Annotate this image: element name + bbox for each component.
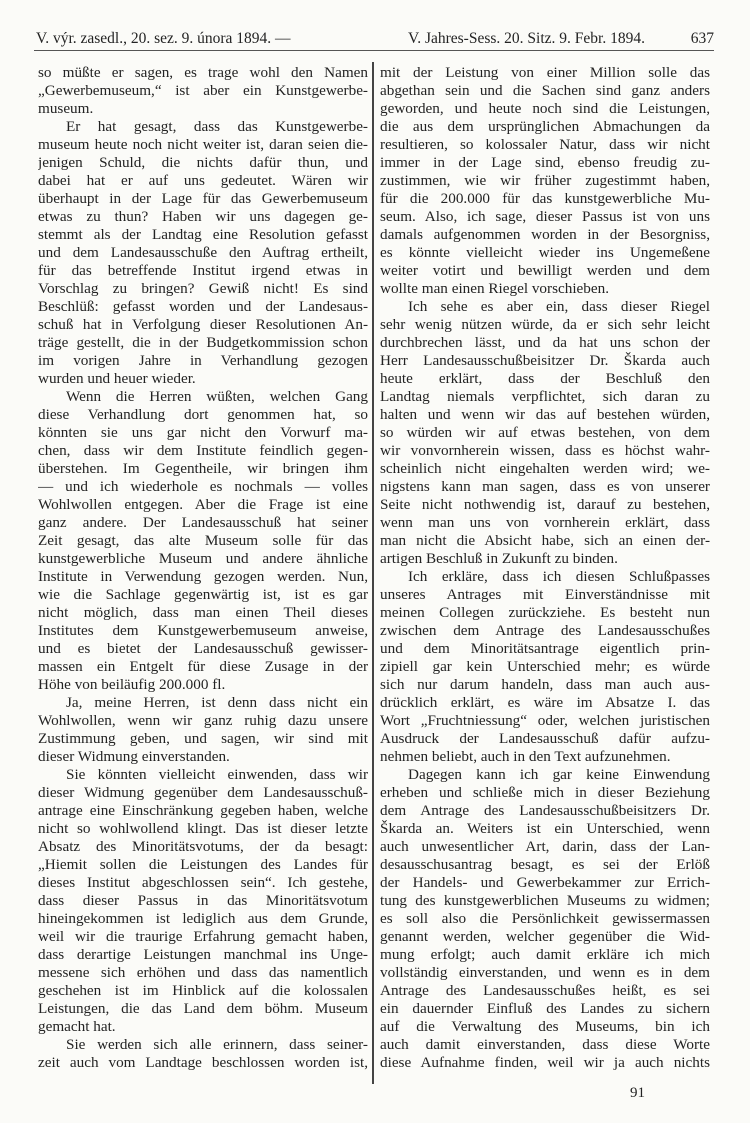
text-line: Wohlwollen, wenn wir ganz ruhig dazu unsere	[38, 712, 368, 729]
text-line: nehmen beliebt, auch in den Text aufzunehmen.	[380, 748, 671, 765]
text-line: zipiell gar kein Unterschied mehr; es würde	[380, 658, 710, 675]
text-line: mung erfolgt; auch damit erkläre ich mich	[380, 946, 710, 963]
text-line: Institutes dem Kunstgewerbemuseum anweise,	[38, 622, 368, 639]
text-line: Leistungen, die das Land dem böhm. Museum	[38, 1000, 368, 1017]
text-line: zwischen dem Antrage des Landesausschußes	[380, 622, 710, 639]
text-line: Škarda an. Weiters ist ein Unterschied, wenn	[380, 820, 710, 837]
text-line: Absatz des Minoritätsvotums, der da besagt:	[38, 838, 368, 855]
text-line: „Gewerbemuseum,“ ist aber ein Kunstgewerbe-	[38, 82, 368, 99]
text-line: im vorigen Jahre in Verhandlung gezogen	[38, 352, 368, 369]
paragraph	[380, 64, 710, 298]
text-line: so würden wir auf etwas bestehen, von dem	[380, 424, 710, 441]
text-line: Er hat gesagt, dass das Kunstgewerbe-	[66, 118, 368, 135]
text-line: auch damit einverstanden, dass diese Worte	[380, 1036, 710, 1053]
text-line: Höhe von beiläufig 200.000 fl.	[38, 676, 226, 693]
text-line: überhaupt in der Lage für das Gewerbemuseum	[38, 190, 368, 207]
text-line: mit der Leistung von einer Million solle das	[380, 64, 710, 81]
text-line: nicht möglich, dass man einen Theil dieses	[38, 604, 368, 621]
text-line: wurden und heuer wieder.	[38, 370, 196, 387]
text-line: Herr Landesausschußbeisitzer Dr. Škarda auch	[380, 352, 710, 369]
text-line: meinen Collegen zurückziehe. Es besteht nun	[380, 604, 710, 621]
text-line: ein dauernder Einfluß des Landes zu sichern	[380, 1000, 710, 1017]
text-line: auch unwesentlicher Art, darin, dass der Lan-	[380, 838, 710, 855]
text-line: weil wir die traurige Erfahrung gemacht haben,	[38, 928, 368, 945]
paragraph	[38, 1036, 368, 1072]
text-line: dieser Widmung gegenüber dem Landesausschuß-	[38, 784, 368, 801]
text-line: jenigen Schuld, die nichts dafür thun, und	[38, 154, 368, 171]
text-line: und dem Landesausschuße den Auftrag ertheilt,	[38, 244, 368, 261]
text-line: heute erklärt, dass der Beschluß den	[380, 370, 710, 387]
text-line: halten und wenn wir das auf bestehen würden,	[380, 406, 710, 423]
text-line: messene sich erhöhen und dass das namentlich	[38, 964, 368, 981]
text-line: Beschlüß: gefasst worden und der Landesaus-	[38, 298, 368, 315]
text-line: drücklich erklärt, es wäre im Absatze I. das	[380, 694, 710, 711]
text-line: der Handels- und Gewerbekammer zur Errich-	[380, 874, 710, 891]
paragraph	[38, 118, 368, 388]
text-line: museum.	[38, 100, 94, 117]
text-line: Ja, meine Herren, ist denn dass nicht ein	[66, 694, 368, 711]
text-line: hineingekommen ist lediglich aus dem Grunde,	[38, 910, 368, 927]
text-line: man nicht die Absicht habe, sich an einen der-	[380, 532, 710, 549]
text-line: geworden, und heute noch sind die Leistungen,	[380, 100, 710, 117]
text-line: es könnte vielleicht wieder ins Ungemeßene	[380, 244, 710, 261]
text-line: antrage eine Einschränkung gegeben haben, welche	[38, 802, 368, 819]
text-line: dieser Widmung einverstanden.	[38, 748, 230, 765]
paragraph	[38, 388, 368, 694]
text-line: Dagegen kann ich gar keine Einwendung	[408, 766, 710, 783]
text-line: so müßte er sagen, es trage wohl den Namen	[38, 64, 368, 81]
text-line: unseres Antrages mit Einverständnisse mit	[380, 586, 710, 603]
text-line: dass derartige Leistungen manchmal ins Unge-	[38, 946, 368, 963]
text-line: museum heute noch nicht weiter ist, daran seien die-	[38, 136, 368, 153]
paragraph	[380, 766, 710, 1072]
text-line: geschehen ist im Hinblick auf die kolossalen	[38, 982, 368, 999]
text-line: auf die Verwaltung des Museums, bin ich	[380, 1018, 710, 1035]
text-line: dass dieser Passus in das Minoritätsvotum	[38, 892, 368, 909]
text-line: überstehen. Im Gegentheile, wir bringen ihm	[38, 460, 368, 477]
text-line: und es bietet der Landesausschuß gewisser-	[38, 640, 368, 657]
text-line: wollte man einen Riegel vorschieben.	[380, 280, 610, 297]
text-line: Vorschlag zu bringen? Gewiß nicht! Es sind	[38, 280, 368, 297]
text-line: könnten sie uns gar nicht den Vorwurf ma-	[38, 424, 368, 441]
text-line: desausschusantrag besagt, es sei der Erlöß	[380, 856, 710, 873]
text-line: kunstgewerbliche Museum und andere ähnliche	[38, 550, 368, 567]
text-line: es soll also die Persönlichkeit gewissermassen	[380, 910, 710, 927]
text-line: weiter votirt und bewilligt werden und dem	[380, 262, 710, 279]
text-line: Wenn die Herren wüßten, welchen Gang	[66, 388, 368, 405]
text-line: zeit auch vom Landtage beschlossen worden ist,	[38, 1054, 368, 1071]
text-line: seum. Also, ich sage, dieser Passus ist von uns	[380, 208, 710, 225]
text-line: die aus dem ursprünglichen Abmachungen da	[380, 118, 710, 135]
text-line: abgethan sein und die Sachen sind ganz anders	[380, 82, 710, 99]
header-czech: V. výr. zasedl., 20. sez. 9. února 1894. —	[36, 30, 291, 47]
text-line: wie die Sachlage gegenwärtig ist, ist es gar	[38, 586, 368, 603]
text-line: genannt werden, welcher gegenüber die Wid-	[380, 928, 710, 945]
left-column	[38, 64, 368, 1072]
text-line: massen ein Entgelt für diese Zusage in der	[38, 658, 368, 675]
text-line: Seite nicht nothwendig ist, darauf zu bestehen,	[380, 496, 710, 513]
running-header	[34, 30, 714, 51]
right-column	[380, 64, 710, 1072]
text-line: artigen Beschluß in Zukunft zu binden.	[380, 550, 618, 567]
text-line: scheinlich nicht eingehalten werden wird; we-	[380, 460, 710, 477]
column-divider	[372, 62, 374, 1084]
text-line: Institute in Verwendung gezogen werden. Nun,	[38, 568, 368, 585]
text-line: Ich erkläre, dass ich diesen Schlußpasses	[408, 568, 710, 585]
text-line: Ich sehe es aber ein, dass dieser Riegel	[408, 298, 710, 315]
text-line: etwas zu thun? Haben wir uns dagegen ge-	[38, 208, 368, 225]
text-line: diese Aufnahme finden, weil wir ja auch nichts	[380, 1054, 710, 1071]
text-line: sehr wenig nützen würde, da er sich sehr leicht	[380, 316, 710, 333]
text-line: stemmt als der Landtag eine Resolution gefasst	[38, 226, 368, 243]
paragraph	[38, 766, 368, 1036]
text-line: — und ich wiederhole es nochmals — volles	[38, 478, 368, 495]
text-line: „Hiemit sollen die Leistungen des Landes für	[38, 856, 368, 873]
text-line: dabei hat er auf uns gedeutet. Wären wir	[38, 172, 368, 189]
paragraph	[380, 568, 710, 766]
text-line: tung des kunstgewerblichen Museums zu widmen;	[380, 892, 710, 909]
text-line: träge gestellt, die in der Budgetkommission schon	[38, 334, 368, 351]
text-line: wenn man uns von vornherein erklärt, dass	[380, 514, 710, 531]
signature-number: 91	[630, 1085, 645, 1101]
text-line: dem Antrage des Landesausschußbeisitzers Dr.	[380, 802, 710, 819]
text-line: vollständig einverstanden, und wenn es in dem	[380, 964, 710, 981]
paragraph	[38, 694, 368, 766]
text-line: zustimmen, wie wir früher zugestimmt haben,	[380, 172, 710, 189]
text-line: diese Verhandlung dort genommen hat, so	[38, 406, 368, 423]
text-line: für die 200.000 für das kunstgewerbliche Mu-	[380, 190, 710, 207]
text-line: sich nur darum handeln, dass man auch aus-	[380, 676, 710, 693]
text-line: chen, dass wir dem Institute feindlich gegen-	[38, 442, 368, 459]
text-line: nicht so wohlwollend klingt. Das ist dieser letzte	[38, 820, 368, 837]
text-line: damals aufgenommen worden in der Besorgniss,	[380, 226, 710, 243]
text-line: durchbrechen lässt, und da hat uns schon der	[380, 334, 710, 351]
text-line: Ausdruck der Landesausschuß dafür aufzu-	[380, 730, 710, 747]
text-line: Sie werden sich alle erinnern, dass seiner-	[66, 1036, 368, 1053]
text-line: ganz andere. Der Landesausschuß hat seiner	[38, 514, 368, 531]
text-line: dieses Institut abgeschlossen sein“. Ich gestehe,	[38, 874, 368, 891]
text-line: nigstens kann man sagen, dass es von unserer	[380, 478, 710, 495]
text-line: wir vonvornherein wissen, dass es höchst wahr-	[380, 442, 710, 459]
text-line: Sie könnten vielleicht einwenden, dass wir	[66, 766, 368, 783]
header-german: V. Jahres-Sess. 20. Sitz. 9. Febr. 1894.	[408, 30, 645, 47]
paragraph	[38, 64, 368, 118]
page-number: 637	[690, 30, 714, 47]
text-line: Wohlwollen entgegen. Aber die Frage ist eine	[38, 496, 368, 513]
text-line: resultieren, so kolossaler Natur, dass wir nicht	[380, 136, 710, 153]
text-line: Landtag niemals verpflichtet, sich daran zu	[380, 388, 710, 405]
text-line: gemacht hat.	[38, 1018, 116, 1035]
text-line: Zeit gesagt, das alte Museum solle für das	[38, 532, 368, 549]
text-line: schuß hat in Verfolgung dieser Resolutionen An-	[38, 316, 368, 333]
paragraph	[380, 298, 710, 568]
text-line: immer in der Lage sind, ebenso freudig zu-	[380, 154, 710, 171]
text-line: erheben und schließe mich in dieser Beziehung	[380, 784, 710, 801]
text-line: und dem Minoritätsantrage eigentlich prin-	[380, 640, 710, 657]
text-line: Wort „Fruchtniessung“ oder, welchen juristischen	[380, 712, 710, 729]
text-line: Zustimmung geben, und sagen, wir sind mit	[38, 730, 368, 747]
text-line: Antrage des Landesausschußes heißt, es sei	[380, 982, 710, 999]
text-line: für das betreffende Institut irgend etwas in	[38, 262, 368, 279]
